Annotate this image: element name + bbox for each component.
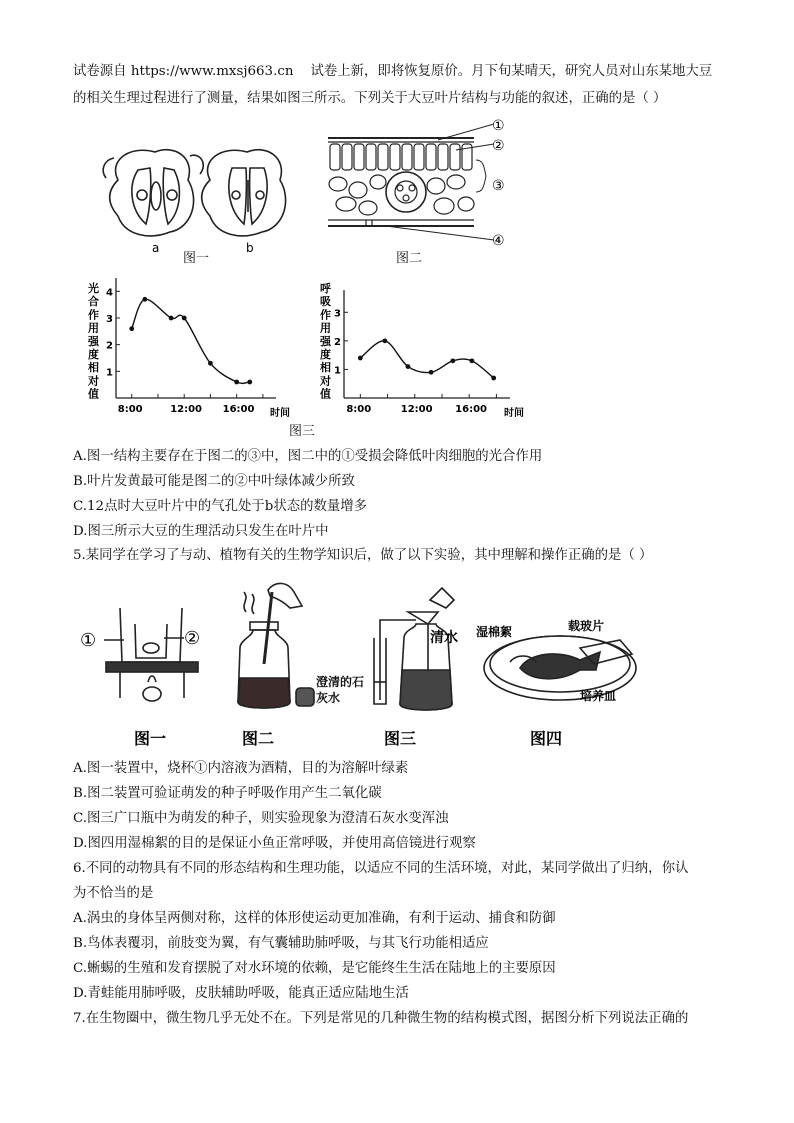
q5-beaker-2-label: ② (184, 628, 201, 649)
y-tick-label: 3 (334, 308, 341, 320)
q5-caption-1: 图一 (134, 729, 167, 748)
data-point (208, 361, 213, 366)
y-tick-label: 2 (106, 340, 113, 352)
x-axis-label: 时间 (270, 408, 290, 419)
chart-respiration (308, 276, 530, 424)
q5-option-b: B.图二装置可验证萌发的种子呼吸作用产生二氧化碳 (73, 786, 382, 801)
fig3-caption: 图三 (289, 424, 316, 439)
q5-beaker-1-label: ① (80, 630, 97, 651)
data-point (129, 326, 134, 331)
q5-figures (80, 578, 640, 748)
q5-cotton-label: 湿棉絮 (476, 625, 513, 639)
fig2-marker-4: ④ (492, 233, 505, 249)
fig1-caption: 图一 (183, 251, 210, 266)
x-tick-label: 16:00 (222, 404, 255, 415)
q6-option-d: D.青蛙能用肺呼吸，皮肤辅助呼吸，能真正适应陆地生活 (73, 986, 409, 1001)
q5-slide-label: 载玻片 (568, 619, 605, 633)
q5-dish-label: 培养皿 (580, 689, 617, 703)
x-tick-label: 16:00 (455, 404, 488, 415)
x-tick-label: 12:00 (400, 404, 433, 415)
stoma-a-drawing (103, 150, 203, 236)
data-point (182, 316, 187, 321)
q4-option-c: C.12点时大豆叶片中的气孔处于b状态的数量增多 (73, 499, 368, 514)
q6-option-c: C.蜥蜴的生殖和发育摆脱了对水环境的依赖，是它能终生生活在陆地上的主要原因 (73, 961, 556, 976)
data-point (169, 316, 174, 321)
y-axis-label: 光合作用强度相对值 (88, 282, 99, 401)
y-tick-label: 4 (106, 287, 113, 299)
q6-option-a: A.涡虫的身体呈两侧对称，这样的体形使运动更加准确，有利于运动、捕食和防御 (73, 911, 556, 926)
header-text: 试卷上新，即将恢复原价。月下旬某晴天，研究人员对山东某地大豆 (310, 64, 713, 79)
x-tick-label: 8:00 (117, 404, 143, 415)
q4-stem: 的相关生理过程进行了测量，结果如图三所示。下列关于大豆叶片结构与功能的叙述，正确的是（ ） (73, 91, 667, 106)
x-axis-label: 时间 (504, 408, 524, 419)
stoma-b-label: b (246, 241, 254, 255)
stoma-b-drawing (202, 150, 286, 236)
q4-option-d: D.图三所示大豆的生理活动只发生在叶片中 (73, 524, 329, 539)
series-line (132, 299, 250, 383)
q5-limewater-label: 澄清的石灰水 (316, 675, 365, 705)
q4-option-b: B.叶片发黄最可能是图二的②中叶绿体减少所致 (73, 474, 355, 489)
data-point (142, 297, 147, 302)
fig2-marker-3: ③ (492, 178, 505, 194)
source-label: 试卷源自 https://www.mxsj663.cn (73, 64, 294, 79)
q5-option-a: A.图一装置中，烧杯①内溶液为酒精，目的为溶解叶绿素 (73, 761, 409, 776)
q6-option-b: B.鸟体表覆羽，前肢变为翼，有气囊辅助肺呼吸，与其飞行功能相适应 (73, 936, 489, 951)
q6-stem-line-2: 为不恰当的是 (73, 886, 154, 901)
data-point (382, 338, 387, 343)
q4-option-a: A.图一结构主要存在于图二的③中，图二中的①受损会降低叶肉细胞的光合作用 (73, 449, 543, 464)
data-point (406, 364, 411, 369)
q5-funnel-water-label: 清水 (430, 630, 458, 646)
vein-bundle (386, 172, 426, 212)
fig2-marker-1: ① (492, 118, 505, 134)
q5-fig1-water-bath (104, 608, 201, 701)
y-tick-label: 1 (106, 367, 113, 379)
y-tick-label: 2 (334, 336, 341, 348)
data-point (450, 358, 455, 363)
data-point (247, 380, 252, 385)
y-tick-label: 1 (334, 365, 341, 377)
x-tick-label: 8:00 (346, 404, 372, 415)
q5-fig2-jar (238, 583, 314, 708)
fig2-caption: 图二 (396, 251, 423, 266)
chart-photosynthesis (76, 276, 292, 424)
q5-caption-2: 图二 (242, 729, 275, 748)
data-point (491, 376, 496, 381)
q5-fig3-apparatus (374, 588, 454, 710)
y-tick-label: 3 (106, 314, 113, 325)
data-point (429, 370, 434, 375)
palisade-cells (330, 144, 472, 170)
fig2-marker-2: ② (492, 138, 505, 154)
q5-stem: 5.某同学在学习了与动、植物有关的生物学知识后，做了以下实验，其中理解和操作正确的是（ ） (73, 548, 653, 563)
q7-stem: 7.在生物圈中，微生物几乎无处不在。下列是常见的几种微生物的结构模式图，据图分析下列说法正确的 (73, 1011, 689, 1026)
q5-caption-3: 图三 (384, 729, 417, 748)
q5-option-c: C.图三广口瓶中为萌发的种子，则实验现象为澄清石灰水变浑浊 (73, 811, 449, 826)
x-tick-label: 12:00 (170, 404, 203, 415)
q4-figure-2-leaf-section (326, 116, 526, 256)
q5-option-d: D.图四用湿棉絮的目的是保证小鱼正常呼吸，并使用高倍镜进行观察 (73, 836, 476, 851)
q5-limewater-label-box (316, 674, 374, 714)
stoma-a-label: a (152, 241, 160, 255)
q6-stem-line-1: 6.不同的动物具有不同的形态结构和生理功能，以适应不同的生活环境，对此，某同学做出了归纳，你认 (73, 861, 689, 876)
y-axis-label: 呼吸作用强度相对值 (320, 282, 331, 401)
spongy-cells (329, 175, 474, 215)
q5-caption-4: 图四 (530, 729, 563, 748)
data-point (234, 380, 239, 385)
data-point (470, 358, 475, 363)
data-point (358, 356, 363, 361)
header-line (73, 62, 712, 82)
